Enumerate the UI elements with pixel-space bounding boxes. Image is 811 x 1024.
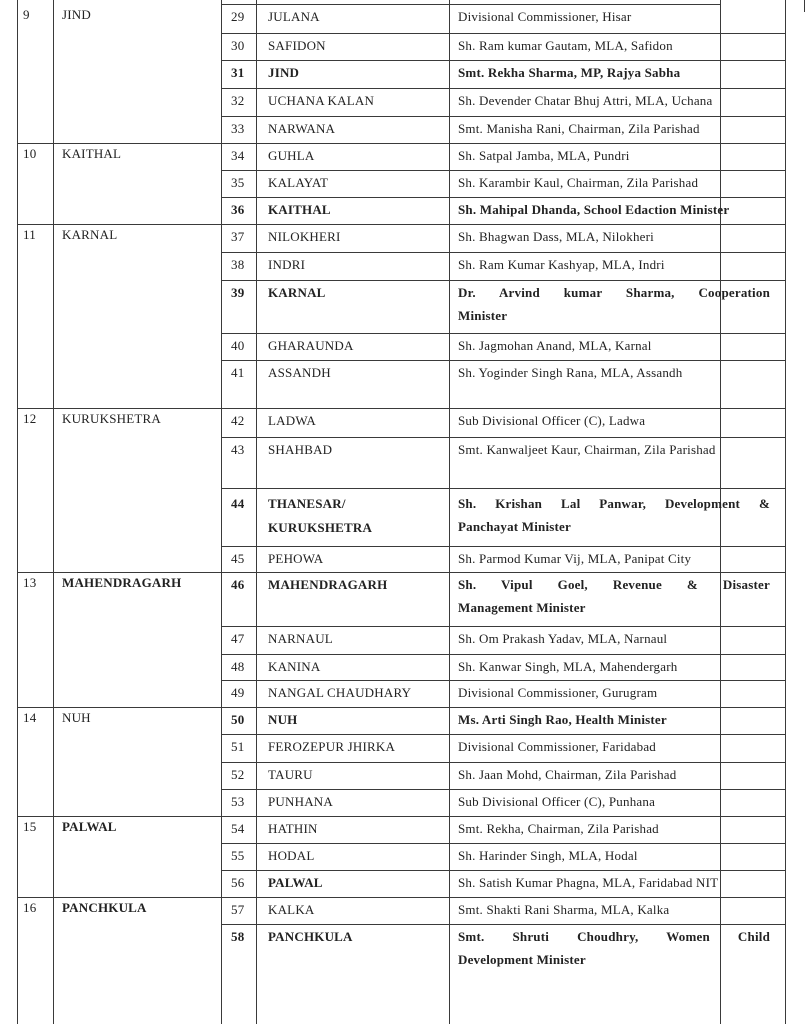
official-name: Sh. Parmod Kumar Vij, MLA, Panipat City bbox=[458, 551, 692, 566]
table-horizontal-rule bbox=[221, 546, 785, 547]
official-name: Sh. Krishan Lal Panwar, Development & bbox=[458, 496, 770, 511]
district-number: 16 bbox=[23, 900, 37, 915]
constituency-number: 29 bbox=[231, 9, 245, 24]
constituency-number: 38 bbox=[231, 257, 245, 272]
district-number: 12 bbox=[23, 411, 37, 426]
table-horizontal-rule bbox=[221, 626, 785, 627]
official-name: Sub Divisional Officer (C), Ladwa bbox=[458, 413, 646, 428]
constituency-number: 42 bbox=[231, 413, 245, 428]
table-horizontal-rule bbox=[221, 4, 720, 5]
district-number: 9 bbox=[23, 7, 30, 22]
official-name: Divisional Commissioner, Gurugram bbox=[458, 685, 658, 700]
constituency-number: 32 bbox=[231, 93, 245, 108]
official-name: Sh. Harinder Singh, MLA, Hodal bbox=[458, 848, 638, 863]
constituency-name: THANESAR/ bbox=[268, 496, 346, 511]
official-name: Minister bbox=[458, 308, 508, 323]
table-horizontal-rule bbox=[17, 707, 785, 708]
constituency-number: 41 bbox=[231, 365, 245, 380]
official-name: Divisional Commissioner, Hisar bbox=[458, 9, 632, 24]
district-number: 11 bbox=[23, 227, 36, 242]
official-name: Management Minister bbox=[458, 600, 586, 615]
official-name: Sub Divisional Officer (C), Punhana bbox=[458, 794, 656, 809]
official-name: Development Minister bbox=[458, 952, 586, 967]
district-name: KARNAL bbox=[62, 227, 118, 242]
district-name: PALWAL bbox=[62, 819, 117, 834]
district-number: 10 bbox=[23, 146, 37, 161]
constituency-name: UCHANA KALAN bbox=[268, 93, 375, 108]
constituency-name: KAITHAL bbox=[268, 202, 331, 217]
constituency-name: KANINA bbox=[268, 659, 321, 674]
constituency-name: KALKA bbox=[268, 902, 315, 917]
constituency-name: NUH bbox=[268, 712, 298, 727]
constituency-number: 30 bbox=[231, 38, 245, 53]
table-horizontal-rule bbox=[17, 897, 785, 898]
table-horizontal-rule bbox=[17, 408, 785, 409]
district-name: MAHENDRAGARH bbox=[62, 575, 182, 590]
district-number: 15 bbox=[23, 819, 37, 834]
table-horizontal-rule bbox=[17, 572, 785, 573]
constituency-number: 51 bbox=[231, 739, 245, 754]
constituency-name: NANGAL CHAUDHARY bbox=[268, 685, 412, 700]
official-name: Smt. Shakti Rani Sharma, MLA, Kalka bbox=[458, 902, 670, 917]
official-name: Sh. Devender Chatar Bhuj Attri, MLA, Uchana bbox=[458, 93, 713, 108]
table-horizontal-rule bbox=[221, 843, 785, 844]
constituency-name: KALAYAT bbox=[268, 175, 329, 190]
official-name: Sh. Vipul Goel, Revenue & Disaster bbox=[458, 577, 770, 592]
table-horizontal-rule bbox=[221, 360, 785, 361]
table-horizontal-rule bbox=[221, 870, 785, 871]
constituency-name: NARNAUL bbox=[268, 631, 333, 646]
official-name: Sh. Jagmohan Anand, MLA, Karnal bbox=[458, 338, 652, 353]
district-name: JIND bbox=[62, 7, 91, 22]
constituency-name: FEROZEPUR JHIRKA bbox=[268, 739, 396, 754]
constituency-name: KURUKSHETRA bbox=[268, 520, 373, 535]
official-name: Ms. Arti Singh Rao, Health Minister bbox=[458, 712, 667, 727]
table-horizontal-rule bbox=[221, 789, 785, 790]
official-name: Smt. Rekha Sharma, MP, Rajya Sabha bbox=[458, 65, 681, 80]
official-name: Sh. Mahipal Dhanda, School Edaction Minister bbox=[458, 202, 730, 217]
district-name: KAITHAL bbox=[62, 146, 122, 161]
district-name: NUH bbox=[62, 710, 91, 725]
district-name: KURUKSHETRA bbox=[62, 411, 161, 426]
table-vertical-rule bbox=[785, 0, 786, 1024]
constituency-name: MAHENDRAGARH bbox=[268, 577, 388, 592]
official-name: Sh. Om Prakash Yadav, MLA, Narnaul bbox=[458, 631, 668, 646]
official-name: Panchayat Minister bbox=[458, 519, 572, 534]
table-horizontal-rule bbox=[221, 333, 785, 334]
constituency-name: TAURU bbox=[268, 767, 313, 782]
official-name: Sh. Kanwar Singh, MLA, Mahendergarh bbox=[458, 659, 678, 674]
constituency-name: LADWA bbox=[268, 413, 316, 428]
table-horizontal-rule bbox=[17, 143, 785, 144]
constituency-number: 31 bbox=[231, 65, 245, 80]
official-name: Sh. Satpal Jamba, MLA, Pundri bbox=[458, 148, 630, 163]
constituency-number: 57 bbox=[231, 902, 245, 917]
constituency-number: 35 bbox=[231, 175, 245, 190]
official-name: Smt. Manisha Rani, Chairman, Zila Parishad bbox=[458, 121, 700, 136]
table-horizontal-rule bbox=[17, 224, 785, 225]
official-name: Smt. Kanwaljeet Kaur, Chairman, Zila Parishad bbox=[458, 442, 716, 457]
official-name: Sh. Jaan Mohd, Chairman, Zila Parishad bbox=[458, 767, 677, 782]
table-horizontal-rule bbox=[221, 488, 785, 489]
table-horizontal-rule bbox=[17, 816, 785, 817]
constituency-name: INDRI bbox=[268, 257, 306, 272]
constituency-name: ASSANDH bbox=[268, 365, 331, 380]
constituency-number: 50 bbox=[231, 712, 245, 727]
table-horizontal-rule bbox=[221, 60, 785, 61]
district-name: PANCHKULA bbox=[62, 900, 147, 915]
official-name: Sh. Ram Kumar Kashyap, MLA, Indri bbox=[458, 257, 665, 272]
district-number: 13 bbox=[23, 575, 37, 590]
table-horizontal-rule bbox=[221, 924, 785, 925]
constituency-number: 55 bbox=[231, 848, 245, 863]
table-vertical-rule bbox=[804, 0, 805, 12]
table-horizontal-rule bbox=[221, 252, 785, 253]
constituency-name: JIND bbox=[268, 65, 300, 80]
constituency-name: PALWAL bbox=[268, 875, 323, 890]
official-name: Sh. Yoginder Singh Rana, MLA, Assandh bbox=[458, 365, 683, 380]
constituency-number: 58 bbox=[231, 929, 245, 944]
table-horizontal-rule bbox=[221, 762, 785, 763]
constituency-name: HATHIN bbox=[268, 821, 318, 836]
constituency-number: 45 bbox=[231, 551, 245, 566]
constituency-number: 36 bbox=[231, 202, 245, 217]
constituency-number: 33 bbox=[231, 121, 245, 136]
table-vertical-rule bbox=[17, 0, 18, 1024]
constituency-name: NILOKHERI bbox=[268, 229, 341, 244]
constituency-name: SAFIDON bbox=[268, 38, 326, 53]
constituency-name: JULANA bbox=[268, 9, 320, 24]
constituency-number: 44 bbox=[231, 496, 245, 511]
constituency-name: HODAL bbox=[268, 848, 315, 863]
table-horizontal-rule bbox=[221, 437, 785, 438]
constituency-number: 52 bbox=[231, 767, 245, 782]
constituency-name: SHAHBAD bbox=[268, 442, 333, 457]
constituency-name: PEHOWA bbox=[268, 551, 324, 566]
constituency-number: 34 bbox=[231, 148, 245, 163]
constituency-number: 40 bbox=[231, 338, 245, 353]
official-name: Sh. Ram kumar Gautam, MLA, Safidon bbox=[458, 38, 673, 53]
table-horizontal-rule bbox=[221, 116, 785, 117]
table-vertical-rule bbox=[53, 0, 54, 1024]
table-horizontal-rule bbox=[221, 197, 785, 198]
official-name: Sh. Karambir Kaul, Chairman, Zila Parishad bbox=[458, 175, 699, 190]
district-number: 14 bbox=[23, 710, 37, 725]
constituency-number: 39 bbox=[231, 285, 245, 300]
constituency-number: 43 bbox=[231, 442, 245, 457]
constituency-number: 48 bbox=[231, 659, 245, 674]
table-horizontal-rule bbox=[221, 680, 785, 681]
constituency-name: NARWANA bbox=[268, 121, 336, 136]
table-horizontal-rule bbox=[221, 734, 785, 735]
official-name: Smt. Rekha, Chairman, Zila Parishad bbox=[458, 821, 659, 836]
constituency-number: 47 bbox=[231, 631, 245, 646]
official-name: Sh. Bhagwan Dass, MLA, Nilokheri bbox=[458, 229, 654, 244]
table-horizontal-rule bbox=[221, 33, 785, 34]
table-horizontal-rule bbox=[221, 654, 785, 655]
official-name: Smt. Shruti Choudhry, Women Child bbox=[458, 929, 770, 944]
constituency-name: PANCHKULA bbox=[268, 929, 353, 944]
constituency-number: 37 bbox=[231, 229, 245, 244]
constituency-number: 53 bbox=[231, 794, 245, 809]
constituency-number: 46 bbox=[231, 577, 245, 592]
constituency-number: 56 bbox=[231, 875, 245, 890]
table-horizontal-rule bbox=[221, 170, 785, 171]
constituency-number: 49 bbox=[231, 685, 245, 700]
official-name: Sh. Satish Kumar Phagna, MLA, Faridabad NIT bbox=[458, 875, 719, 890]
constituency-name: GHARAUNDA bbox=[268, 338, 354, 353]
table-horizontal-rule bbox=[221, 88, 785, 89]
table-horizontal-rule bbox=[221, 280, 785, 281]
official-name: Dr. Arvind kumar Sharma, Cooperation bbox=[458, 285, 770, 300]
constituency-number: 54 bbox=[231, 821, 245, 836]
constituency-name: PUNHANA bbox=[268, 794, 333, 809]
official-name: Divisional Commissioner, Faridabad bbox=[458, 739, 657, 754]
constituency-name: GUHLA bbox=[268, 148, 315, 163]
constituency-name: KARNAL bbox=[268, 285, 326, 300]
